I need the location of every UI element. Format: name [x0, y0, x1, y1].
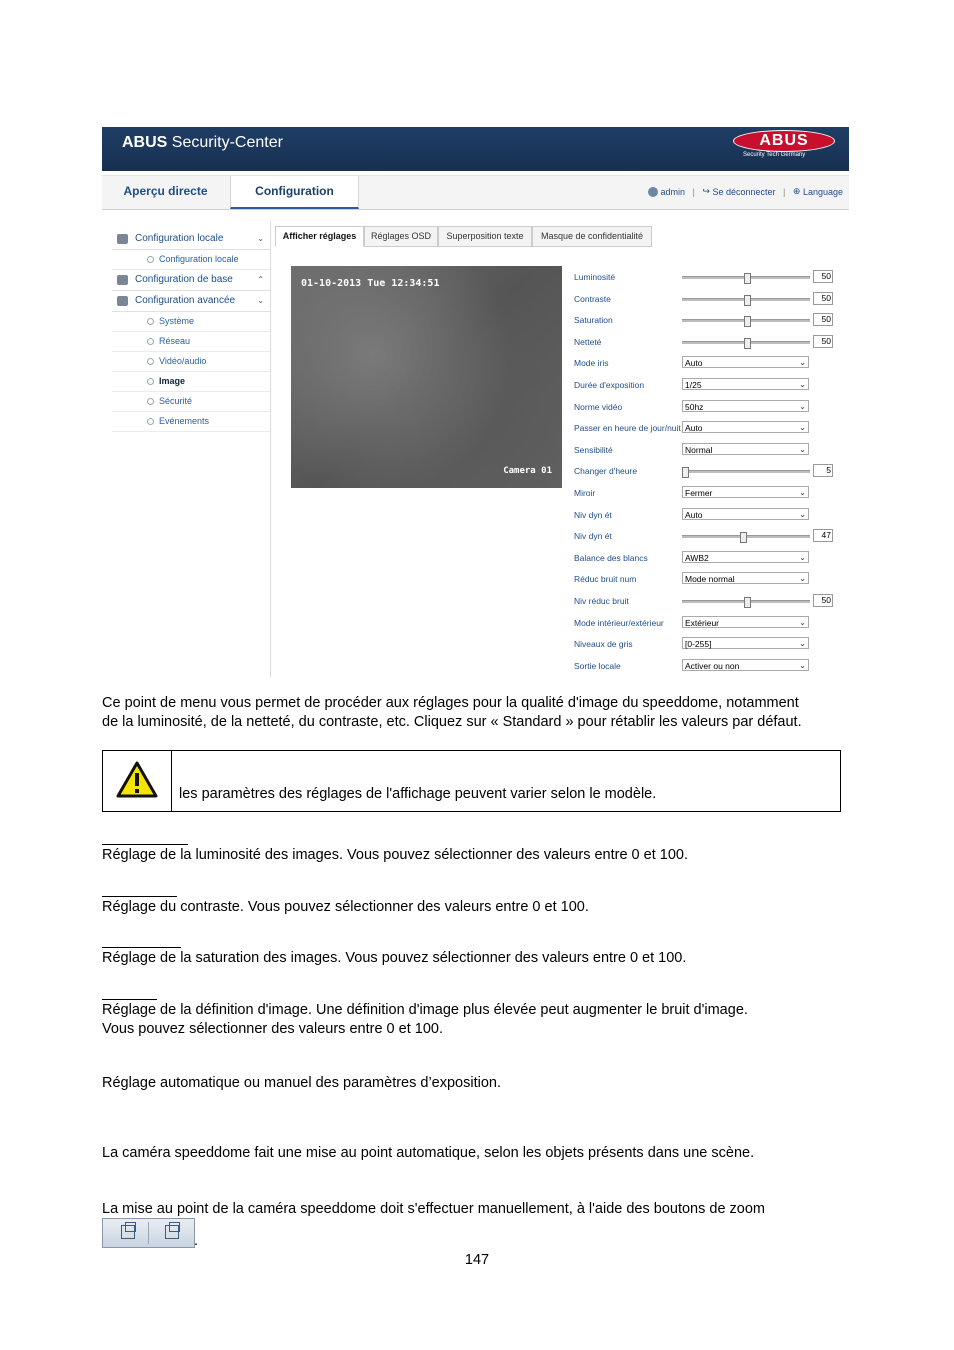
select-value: Mode normal — [685, 574, 735, 585]
brand-bold: ABUS — [122, 134, 168, 151]
intro-line: de la luminosité, de la netteté, du contraste, etc. Cliquez sur « Standard » pour rétablir les valeurs par défaut. — [102, 714, 802, 730]
chevron-down-icon: ⌄ — [799, 660, 806, 670]
setting-label: Mode iris — [574, 358, 609, 369]
brand-rest: Security-Center — [167, 134, 283, 151]
saturation-paragraph: Réglage de la saturation des images. Vous pouvez sélectionner des valeurs entre 0 et 100. — [102, 950, 687, 966]
note-icon-cell — [103, 751, 172, 811]
setting-label: Netteté — [574, 336, 602, 347]
sidebar-item-label: Système — [159, 316, 195, 326]
chevron-down-icon: ⌄ — [799, 639, 806, 649]
page-number: 147 — [464, 1252, 490, 1268]
setting-value-field[interactable]: 50 — [813, 335, 833, 348]
setting-slider[interactable] — [682, 276, 810, 279]
slider-thumb[interactable] — [744, 338, 751, 349]
setting-select[interactable] — [682, 659, 809, 671]
sidebar-item-label: Configuration avancée — [135, 295, 236, 306]
setting-row — [574, 377, 839, 399]
setting-label: Changer d'heure — [574, 466, 638, 477]
setting-select[interactable] — [682, 443, 809, 455]
chevron-down-icon: ⌄ — [257, 234, 264, 243]
setting-select[interactable] — [682, 421, 809, 433]
sharpness-line: Réglage de la définition d'image. Une définition d'image plus élevée peut augmenter le bruit d'image. — [102, 1002, 748, 1018]
setting-label: Niv dyn ét — [574, 531, 612, 542]
user-icon — [648, 187, 658, 197]
setting-slider[interactable] — [682, 535, 810, 538]
setting-select[interactable] — [682, 486, 809, 498]
sidebar-subitem-local-config[interactable] — [112, 250, 270, 270]
note-text: les paramètres des réglages de l'affichage peuvent varier selon le modèle. — [179, 786, 657, 802]
heading-underline — [102, 947, 181, 948]
divider: | — [692, 186, 695, 197]
select-value: Fermer — [685, 487, 713, 498]
setting-row — [574, 399, 839, 421]
setting-row — [574, 291, 839, 313]
divider: | — [783, 186, 786, 197]
sidebar-subitem-network[interactable] — [112, 332, 270, 352]
video-camera-label: Camera 01 — [503, 466, 552, 476]
setting-row — [574, 658, 839, 680]
setting-label: Niv dyn ét — [574, 509, 612, 520]
setting-select[interactable] — [682, 637, 809, 649]
sidebar-item-label: Vidéo/audio — [159, 356, 207, 366]
select-value: 1/25 — [685, 379, 702, 390]
setting-slider[interactable] — [682, 470, 810, 473]
setting-row — [574, 615, 839, 637]
setting-slider[interactable] — [682, 600, 810, 603]
sidebar-subitem-image[interactable] — [112, 372, 270, 392]
note-box — [102, 750, 841, 812]
monitor-icon — [117, 234, 128, 244]
logo-text: ABUS — [733, 130, 835, 152]
setting-select[interactable] — [682, 572, 809, 584]
image-settings-panel — [574, 269, 839, 679]
warning-icon — [115, 760, 159, 800]
chevron-down-icon: ⌄ — [799, 358, 806, 368]
setting-row — [574, 463, 839, 485]
setting-row — [574, 269, 839, 291]
setting-value-field[interactable]: 50 — [813, 594, 833, 607]
setting-row — [574, 485, 839, 507]
logout-link[interactable]: Se déconnecter — [712, 186, 776, 197]
sidebar — [112, 229, 270, 432]
tab-live-view[interactable]: Aperçu directe — [123, 184, 208, 198]
setting-label: Durée d'exposition — [574, 379, 645, 390]
brand-title — [122, 134, 283, 152]
setting-row — [574, 593, 839, 615]
setting-value-field[interactable]: 5 — [813, 464, 833, 477]
sidebar-item-label: Evénements — [159, 416, 210, 426]
intro-paragraph — [102, 694, 802, 732]
video-timestamp: 01-10-2013 Tue 12:34:51 — [301, 278, 440, 289]
sidebar-item-local-config[interactable] — [112, 229, 270, 250]
heading-underline — [102, 844, 188, 845]
setting-row — [574, 334, 839, 356]
setting-slider[interactable] — [682, 298, 810, 301]
setting-row — [574, 636, 839, 658]
sidebar-item-label: Image — [159, 376, 186, 386]
setting-select[interactable] — [682, 400, 809, 412]
select-value: AWB2 — [685, 552, 709, 563]
sidebar-item-basic-config[interactable] — [112, 270, 270, 291]
sharpness-line: Vous pouvez sélectionner des valeurs entre 0 et 100. — [102, 1021, 443, 1037]
setting-label: Norme vidéo — [574, 401, 623, 412]
setting-label: Niv réduc bruit — [574, 595, 629, 606]
setting-slider[interactable] — [682, 341, 810, 344]
abus-screenshot — [102, 127, 849, 677]
select-value: Auto — [685, 423, 703, 434]
tab-display-settings[interactable]: Afficher réglages — [275, 226, 364, 247]
setting-select[interactable] — [682, 508, 809, 520]
video-preview — [291, 266, 562, 488]
setting-row — [574, 550, 839, 572]
wrench-icon — [117, 296, 128, 306]
sidebar-item-advanced-config[interactable] — [112, 291, 270, 312]
language-link[interactable]: Language — [802, 186, 843, 197]
slider-thumb[interactable] — [740, 532, 747, 543]
setting-select[interactable] — [682, 551, 809, 563]
bullet-icon — [147, 358, 154, 365]
sidebar-subitem-security[interactable] — [112, 392, 270, 412]
setting-value-field[interactable]: 50 — [813, 270, 833, 283]
gear-icon — [117, 275, 128, 285]
chevron-up-icon: ⌃ — [257, 275, 264, 284]
select-value: 50hz — [685, 401, 704, 412]
chevron-down-icon: ⌄ — [799, 444, 806, 454]
autofocus-paragraph: La caméra speeddome fait une mise au point automatique, selon les objets présents dans une scène. — [102, 1145, 755, 1161]
heading-underline — [102, 999, 157, 1000]
brightness-paragraph: Réglage de la luminosité des images. Vous pouvez sélectionner des valeurs entre 0 et 100. — [102, 847, 688, 863]
sidebar-item-label: Configuration de base — [135, 274, 233, 285]
setting-label: Sensibilité — [574, 444, 613, 455]
manualfocus-paragraph: La mise au point de la caméra speeddome doit s'effectuer manuellement, à l'aide des boutons de zoom — [102, 1201, 766, 1217]
bullet-icon — [147, 418, 154, 425]
main-nav — [102, 175, 849, 210]
setting-row — [574, 528, 839, 550]
setting-slider[interactable] — [682, 319, 810, 322]
setting-row — [574, 442, 839, 464]
setting-label: Luminosité — [574, 272, 616, 282]
slider-thumb[interactable] — [744, 273, 751, 284]
user-bar — [648, 186, 843, 197]
sidebar-item-label: Configuration locale — [159, 254, 239, 264]
chevron-down-icon: ⌄ — [799, 509, 806, 519]
setting-value-field[interactable]: 47 — [813, 529, 833, 542]
setting-select[interactable] — [682, 378, 809, 390]
user-name[interactable]: admin — [660, 186, 686, 197]
select-value: [0-255] — [685, 639, 712, 650]
sidebar-item-label: Configuration locale — [135, 233, 224, 244]
select-value: Normal — [685, 444, 713, 455]
setting-select[interactable] — [682, 356, 809, 368]
heading-underline — [102, 896, 177, 897]
exposure-paragraph: Réglage automatique ou manuel des paramètres d’exposition. — [102, 1075, 501, 1091]
setting-label: Sortie locale — [574, 660, 621, 671]
chevron-down-icon: ⌄ — [799, 487, 806, 497]
manualfocus-end: . — [194, 1233, 199, 1249]
select-value: Extérieur — [685, 617, 720, 628]
setting-select[interactable] — [682, 616, 809, 628]
chevron-down-icon: ⌄ — [257, 296, 264, 305]
chevron-down-icon: ⌄ — [799, 379, 806, 389]
globe-icon: ⊕ — [792, 186, 801, 197]
sidebar-subitem-system[interactable] — [112, 312, 270, 332]
zoom-in-icon — [121, 1225, 135, 1239]
divider — [148, 1222, 149, 1244]
tab-text-overlay[interactable]: Superposition texte — [438, 226, 532, 247]
chevron-down-icon: ⌄ — [799, 552, 806, 562]
setting-row — [574, 507, 839, 529]
sidebar-subitem-events[interactable] — [112, 412, 270, 432]
setting-row — [574, 571, 839, 593]
setting-label: Passer en heure de jour/nuit — [574, 423, 681, 434]
sidebar-divider — [270, 222, 271, 677]
logo-tagline: Security Tech Germany — [743, 152, 806, 158]
abus-logo — [733, 130, 835, 160]
setting-value-field[interactable]: 50 — [813, 292, 833, 305]
bullet-icon — [147, 256, 154, 263]
chevron-down-icon: ⌄ — [799, 423, 806, 433]
setting-label: Saturation — [574, 315, 613, 326]
header-bar — [102, 127, 849, 171]
intro-line: Ce point de menu vous permet de procéder aux réglages pour la qualité d'image du speeddome, notamment — [102, 695, 799, 711]
chevron-down-icon: ⌄ — [799, 617, 806, 627]
setting-label: Balance des blancs — [574, 552, 648, 563]
zoom-out-icon — [165, 1225, 179, 1239]
setting-label: Contraste — [574, 293, 611, 304]
bullet-icon — [147, 338, 154, 345]
bullet-icon — [147, 398, 154, 405]
setting-value-field[interactable]: 50 — [813, 313, 833, 326]
logout-icon: ↪ — [702, 186, 710, 197]
sharpness-paragraph — [102, 1001, 748, 1039]
sidebar-subitem-video-audio[interactable] — [112, 352, 270, 372]
setting-row — [574, 420, 839, 442]
sidebar-item-label: Sécurité — [159, 396, 193, 406]
setting-row — [574, 312, 839, 334]
setting-row — [574, 355, 839, 377]
chevron-down-icon: ⌄ — [799, 574, 806, 584]
zoom-buttons-image — [102, 1218, 195, 1248]
tab-osd-settings[interactable]: Réglages OSD — [364, 226, 438, 247]
slider-thumb[interactable] — [682, 467, 689, 478]
slider-thumb[interactable] — [744, 597, 751, 608]
setting-label: Niveaux de gris — [574, 639, 633, 650]
setting-label: Réduc bruit num — [574, 574, 637, 585]
select-value: Auto — [685, 358, 703, 369]
slider-thumb[interactable] — [744, 316, 751, 327]
chevron-down-icon: ⌄ — [799, 401, 806, 411]
tab-privacy-mask[interactable]: Masque de confidentialité — [532, 226, 652, 247]
setting-label: Miroir — [574, 487, 596, 498]
bullet-icon — [147, 378, 154, 385]
select-value: Activer ou non — [685, 660, 740, 671]
contrast-paragraph: Réglage du contraste. Vous pouvez sélectionner des valeurs entre 0 et 100. — [102, 899, 589, 915]
bullet-icon — [147, 318, 154, 325]
tab-configuration[interactable]: Configuration — [230, 176, 359, 209]
sidebar-item-label: Réseau — [159, 336, 191, 346]
select-value: Auto — [685, 509, 703, 520]
setting-label: Mode intérieur/extérieur — [574, 617, 664, 628]
slider-thumb[interactable] — [744, 295, 751, 306]
